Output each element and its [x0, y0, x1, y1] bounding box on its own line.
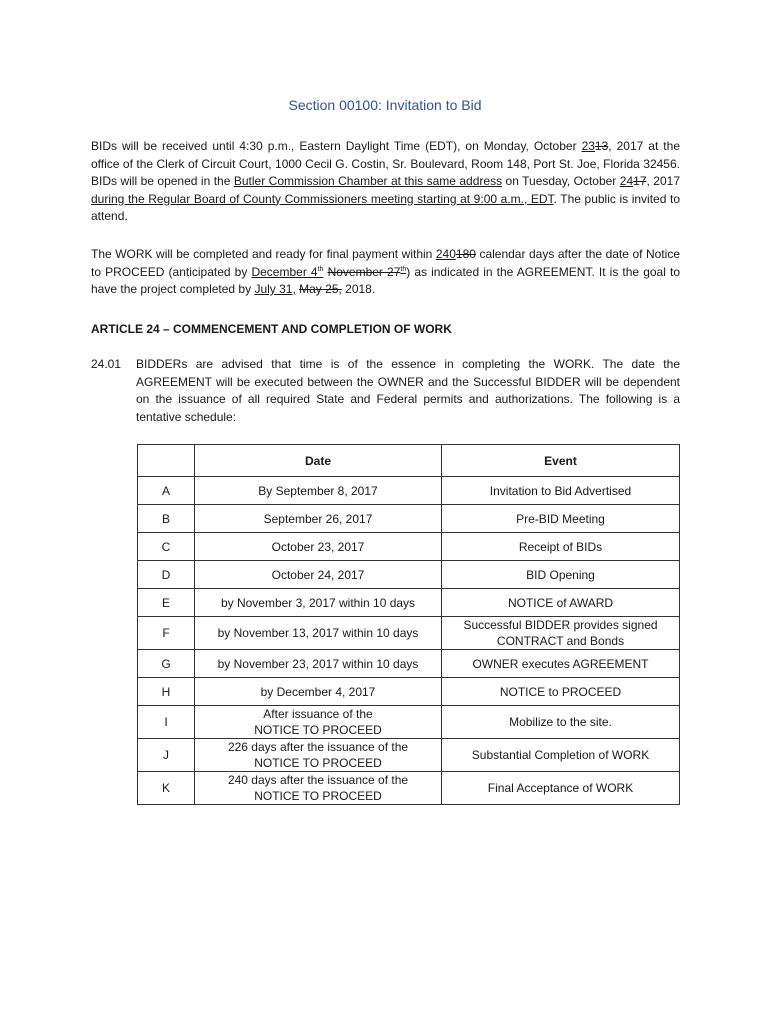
- event-cell: [442, 505, 680, 533]
- event-cell: [442, 617, 680, 650]
- event-line: Invitation to Bid Advertised: [489, 483, 632, 498]
- date-cell: [195, 617, 442, 650]
- table-row: [138, 533, 680, 561]
- row-id-cell: F: [138, 617, 195, 650]
- date-line: NOTICE TO PROCEED: [254, 789, 382, 803]
- event-line: CONTRACT and Bonds: [496, 634, 625, 648]
- article-heading: ARTICLE 24 – COMMENCEMENT AND COMPLETION OF WORK: [91, 322, 452, 336]
- date-cell: [195, 533, 442, 561]
- date-line: By September 8, 2017: [258, 483, 378, 498]
- schedule-header-row: [138, 445, 680, 477]
- date-line: by November 23, 2017 within 10 days: [217, 656, 419, 671]
- section-title: Section 00100: Invitation to Bid: [288, 97, 482, 113]
- event-line: Pre-BID Meeting: [516, 511, 605, 526]
- event-line: Receipt of BIDs: [518, 539, 603, 554]
- event-cell: [442, 650, 680, 678]
- date-line: September 26, 2017: [263, 511, 373, 526]
- date-line: After issuance of the: [263, 707, 373, 721]
- event-line: Mobilize to the site.: [509, 715, 612, 729]
- date-cell: [195, 561, 442, 589]
- table-row: [138, 589, 680, 617]
- inserted-text: December 4th: [251, 264, 324, 279]
- event-line: Substantial Completion of WORK: [471, 748, 650, 762]
- row-id-cell: K: [138, 772, 195, 805]
- date-line: 226 days after the issuance of the: [227, 740, 409, 754]
- event-line: Final Acceptance of WORK: [487, 781, 634, 795]
- deleted-text: 17: [633, 174, 647, 188]
- date-line: by November 3, 2017 within 10 days: [220, 595, 416, 610]
- date-line: 240 days after the issuance of the: [227, 773, 409, 787]
- date-cell: [195, 772, 442, 805]
- date-cell: [195, 739, 442, 772]
- date-cell: [195, 505, 442, 533]
- row-id-cell: I: [138, 706, 195, 739]
- date-line: October 24, 2017: [271, 567, 365, 582]
- row-id-cell: H: [138, 678, 195, 706]
- table-row: [138, 772, 680, 805]
- event-line: NOTICE to PROCEED: [499, 684, 622, 699]
- date-cell: [195, 589, 442, 617]
- inserted-text: 23: [581, 139, 595, 153]
- inserted-text: Butler Commission Chamber at this same address: [233, 174, 503, 188]
- date-cell: [195, 650, 442, 678]
- header-id: [138, 445, 195, 477]
- row-id-cell: G: [138, 650, 195, 678]
- clause-number: 24.01: [91, 357, 122, 371]
- event-line: OWNER executes AGREEMENT: [472, 656, 649, 671]
- inserted-text: 240: [435, 247, 456, 261]
- table-row: [138, 477, 680, 505]
- date-line: NOTICE TO PROCEED: [254, 756, 382, 770]
- inserted-text: July 31,: [254, 282, 296, 296]
- date-line: by November 13, 2017 within 10 days: [217, 626, 419, 640]
- table-row: [138, 561, 680, 589]
- header-event: Event: [442, 445, 680, 477]
- table-row: [138, 505, 680, 533]
- inserted-text: 24: [619, 174, 634, 188]
- date-line: NOTICE TO PROCEED: [254, 723, 382, 737]
- event-cell: [442, 589, 680, 617]
- work-completion-paragraph: The WORK will be completed and ready for final payment within 240180 calendar days after the date of Notice to PROCEED (anticipated by December 4th November 27th) as indicated in the AGREEMENT. It is the goal to have the project completed by July 31, May 25, 2018.: [91, 247, 680, 296]
- deleted-text: 180: [455, 247, 476, 261]
- bid-receipt-paragraph: BIDs will be received until 4:30 p.m., Eastern Daylight Time (EDT), on Monday, October 2313, 2017 at the office of the Clerk of Circuit Court, 1000 Cecil G. Costin, Sr. Boulevard, Room 148, Port St. Joe, Florida 32456. BIDs will be opened in the Butler Commission Chamber at this same address on Tuesday, October 2417, 2017 during the Regular Board of County Commissioners meeting starting at 9:00 a.m., EDT. The public is invited to attend.: [91, 139, 680, 223]
- row-id-cell: J: [138, 739, 195, 772]
- schedule-table: [137, 444, 680, 805]
- event-cell: [442, 678, 680, 706]
- event-cell: [442, 533, 680, 561]
- event-line: NOTICE of AWARD: [507, 595, 614, 610]
- deleted-text: May 25,: [299, 282, 342, 296]
- date-cell: [195, 678, 442, 706]
- row-id-cell: A: [138, 477, 195, 505]
- table-row: [138, 617, 680, 650]
- event-cell: [442, 739, 680, 772]
- date-line: October 23, 2017: [271, 539, 365, 554]
- table-row: [138, 650, 680, 678]
- row-id-cell: E: [138, 589, 195, 617]
- deleted-text: 13: [594, 139, 609, 153]
- row-id-cell: C: [138, 533, 195, 561]
- event-cell: [442, 772, 680, 805]
- date-cell: [195, 706, 442, 739]
- event-cell: [442, 561, 680, 589]
- clause-text: BIDDERs are advised that time is of the essence in completing the WORK. The date the AGREEMENT will be executed between the OWNER and the Successful BIDDER will be dependent on the issuance of all required State and Federal permits and authorizations. The following is a tentative schedule:: [136, 357, 680, 424]
- table-row: [138, 678, 680, 706]
- inserted-text: during the Regular Board of County Commissioners meeting starting at 9:00 a.m., EDT: [91, 191, 554, 206]
- date-line: by December 4, 2017: [260, 684, 376, 699]
- deleted-text: November 27th: [327, 264, 407, 279]
- date-cell: [195, 477, 442, 505]
- header-date: Date: [195, 445, 442, 477]
- row-id-cell: B: [138, 505, 195, 533]
- table-row: [138, 739, 680, 772]
- event-cell: [442, 477, 680, 505]
- event-line: Successful BIDDER provides signed: [463, 618, 658, 632]
- event-cell: [442, 706, 680, 739]
- event-line: BID Opening: [526, 567, 595, 582]
- table-row: [138, 706, 680, 739]
- row-id-cell: D: [138, 561, 195, 589]
